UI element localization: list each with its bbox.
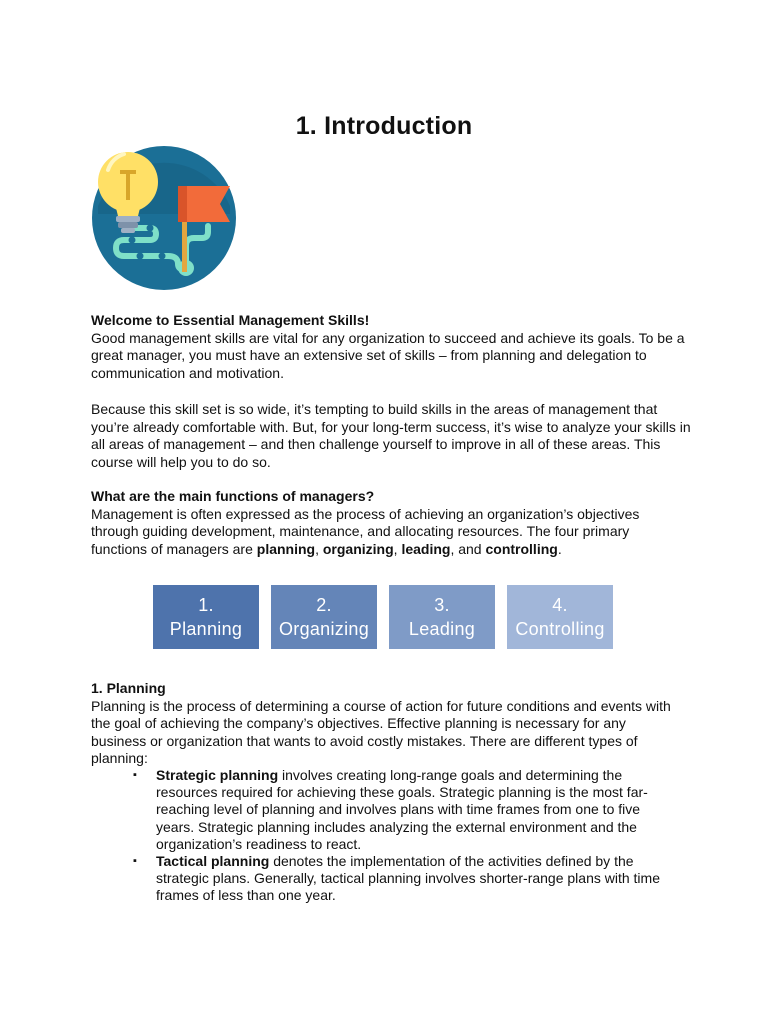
intro-heading: Welcome to Essential Management Skills! — [91, 312, 370, 328]
management-functions-diagram — [153, 585, 613, 649]
function-organizing-term: organizing — [322, 540, 394, 557]
functions-paragraph: Management is often expressed as the process of achieving an organization’s objectives through guiding development, maintenance, and allocating resources. The four primary functions of managers are planning, organizing, leading, and controlling. — [91, 505, 640, 557]
intro-paragraph-2: Because this skill set is so wide, it’s tempting to build skills in the areas of management that you’re already comfortable with. But, for your long-term success, it’s wise to analyze your skills in all areas of management – and then challenge yourself to improve in all of these areas. This course will help you to do so. — [91, 401, 691, 470]
function-box-controlling: 4. Controlling — [507, 585, 613, 649]
function-box-organizing: 2. Organizing — [271, 585, 377, 649]
functions-heading: What are the main functions of managers? — [91, 488, 375, 504]
page-title: 1. Introduction — [295, 112, 473, 140]
intro-paragraph-2-block — [91, 401, 691, 471]
planning-heading: 1. Planning — [91, 680, 166, 696]
function-box-planning: 1. Planning — [153, 585, 259, 649]
bullet-icon: ▪ — [133, 855, 137, 868]
bullet-icon: ▪ — [133, 769, 137, 781]
function-box-leading: 3. Leading — [389, 585, 495, 649]
intro-section — [91, 312, 691, 382]
function-planning-term: planning — [256, 540, 316, 557]
lightbulb-flag-path-icon — [90, 142, 238, 294]
list-item: ▪ Strategic planning involves creating long-range goals and determining the resources required for achieving these goals. Strategic planning is the most far-reaching level of planning and involves plans with time frames from one to five years. Strategic planning includes analyzing the external environment and the organization’s readiness to react. — [133, 767, 648, 852]
function-leading-term: leading — [401, 540, 451, 557]
strategic-planning-term: Strategic planning — [156, 767, 279, 783]
planning-section — [91, 680, 681, 768]
list-item: ▪ Tactical planning denotes the implementation of the activities defined by the strategic plans. Generally, tactical planning involves shorter-range plans with time frames of less than one year. — [133, 853, 660, 904]
function-controlling-term: controlling — [485, 540, 558, 557]
intro-paragraph-1: Good management skills are vital for any organization to succeed and achieve its goals. To be a great manager, you must have an extensive set of skills – from planning and delegation to communication and motivation. — [91, 329, 685, 381]
functions-section — [91, 488, 681, 558]
planning-paragraph: Planning is the process of determining a course of action for future conditions and events with the goal of achieving the company’s objectives. Effective planning is necessary for any business or organization that wants to avoid costly mistakes. There are different types of planning: — [91, 697, 671, 766]
planning-types-list — [133, 767, 681, 905]
tactical-planning-term: Tactical planning — [156, 853, 270, 870]
